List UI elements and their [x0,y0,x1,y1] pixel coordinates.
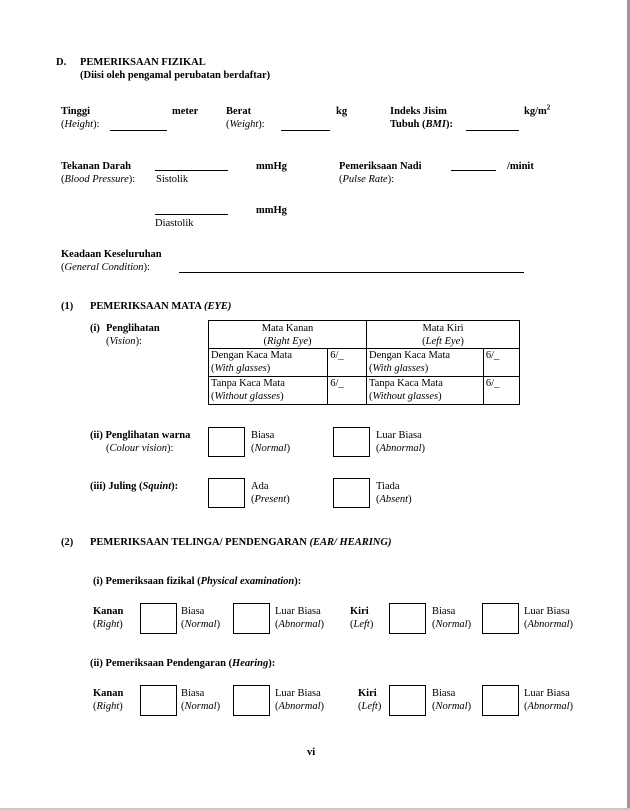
vision-row-with-glasses [209,349,520,377]
pulse-unit: /minit [507,161,534,172]
physical-left-label-en: (Left) [350,619,374,630]
hearing-right-normal-label: Biasa [181,688,205,699]
physical-left-normal-checkbox[interactable] [389,603,426,634]
systolic-label: Sistolik [156,174,189,185]
colour-vision-normal-label: Biasa [251,430,275,441]
general-condition-label: Keadaan Keseluruhan [61,249,162,260]
right-eye-without-glasses-value[interactable]: 6/_ [328,377,367,405]
colour-vision-label-en: (Colour vision): [106,443,174,454]
vision-number: (i) [90,323,100,334]
physical-left-abnormal-label-en: (Abnormal) [524,619,573,630]
with-glasses-label-right: Dengan Kaca Mata (With glasses) [209,349,328,377]
hearing-right-label-en: (Right) [93,701,123,712]
weight-unit: kg [336,106,348,117]
systolic-unit: mmHg [256,161,287,172]
height-label-en: (Height): [61,119,100,130]
colour-vision-abnormal-checkbox[interactable] [333,427,370,457]
systolic-input[interactable] [155,170,228,171]
hearing-left-normal-label-en: (Normal) [432,701,472,712]
diastolic-unit: mmHg [256,205,287,216]
squint-absent-checkbox[interactable] [333,478,370,508]
physical-left-abnormal-label: Luar Biasa [524,606,570,617]
hearing-left-normal-checkbox[interactable] [389,685,426,716]
hearing-right-abnormal-label-en: (Abnormal) [275,701,324,712]
physical-right-abnormal-checkbox[interactable] [233,603,270,634]
hearing-left-normal-label: Biasa [432,688,456,699]
general-condition-label-en: (General Condition): [61,262,150,273]
height-label: Tinggi [61,106,90,117]
colour-vision-abnormal-label-en: (Abnormal) [376,443,425,454]
colour-vision-label: (ii) Penglihatan warna [90,430,191,441]
squint-label: (iii) Juling (Squint): [90,481,179,492]
left-eye-header: Mata Kiri (Left Eye) [367,321,520,349]
general-condition-input[interactable] [179,272,524,273]
right-eye-with-glasses-value[interactable]: 6/_ [328,349,367,377]
hearing-left-abnormal-label-en: (Abnormal) [524,701,573,712]
hearing-right-abnormal-checkbox[interactable] [233,685,270,716]
hearing-left-abnormal-label: Luar Biasa [524,688,570,699]
diastolic-label: Diastolik [155,218,194,229]
page-number: vi [307,747,316,758]
pulse-input[interactable] [451,170,496,171]
bmi-label: Indeks Jisim [390,106,447,117]
left-eye-without-glasses-value[interactable]: 6/_ [483,377,519,405]
eye-title: PEMERIKSAAN MATA (EYE) [90,301,232,312]
hearing-exam-label: (ii) Pemeriksaan Pendengaran (Hearing): [90,658,276,669]
physical-right-label-en: (Right) [93,619,123,630]
bmi-input[interactable] [466,130,519,131]
physical-right-normal-label-en: (Normal) [181,619,221,630]
bp-label-en: (Blood Pressure): [61,174,136,185]
right-eye-header: Mata Kanan (Right Eye) [209,321,367,349]
hearing-right-label: Kanan [93,688,124,699]
ear-title: PEMERIKSAAN TELINGA/ PENDENGARAN (EAR/ HEARING) [90,537,392,548]
section-subtitle: (Diisi oleh pengamal perubatan berdaftar) [80,70,271,81]
squint-absent-label-en: (Absent) [376,494,412,505]
left-eye-with-glasses-value[interactable]: 6/_ [483,349,519,377]
bmi-label-line2: Tubuh (BMI): [390,119,453,130]
squint-present-label: Ada [251,481,269,492]
physical-left-abnormal-checkbox[interactable] [482,603,519,634]
bmi-unit: $kg/m^2$ [524,103,551,117]
squint-present-checkbox[interactable] [208,478,245,508]
vision-label-en: (Vision): [106,336,142,347]
hearing-left-label: Kiri [358,688,377,699]
bp-label: Tekanan Darah [61,161,131,172]
hearing-right-abnormal-label: Luar Biasa [275,688,321,699]
colour-vision-abnormal-label: Luar Biasa [376,430,422,441]
vision-row-without-glasses [209,377,520,405]
eye-number: (1) [61,301,74,312]
without-glasses-label-left: Tanpa Kaca Mata (Without glasses) [367,377,484,405]
section-letter: D. [56,57,67,68]
colour-vision-normal-label-en: (Normal) [251,443,291,454]
height-unit: meter [172,106,199,117]
physical-exam-label: (i) Pemeriksaan fizikal (Physical examination): [93,576,302,587]
weight-label-en: (Weight): [226,119,265,130]
physical-right-normal-label: Biasa [181,606,205,617]
squint-present-label-en: (Present) [251,494,290,505]
vision-table [208,320,520,405]
physical-right-abnormal-label: Luar Biasa [275,606,321,617]
vision-label: Penglihatan [106,323,160,334]
colour-vision-normal-checkbox[interactable] [208,427,245,457]
hearing-right-normal-label-en: (Normal) [181,701,221,712]
hearing-right-normal-checkbox[interactable] [140,685,177,716]
height-input[interactable] [110,130,167,131]
physical-right-label: Kanan [93,606,124,617]
physical-right-abnormal-label-en: (Abnormal) [275,619,324,630]
with-glasses-label-left: Dengan Kaca Mata (With glasses) [367,349,484,377]
pulse-label: Pemeriksaan Nadi [339,161,422,172]
without-glasses-label-right: Tanpa Kaca Mata (Without glasses) [209,377,328,405]
squint-absent-label: Tiada [376,481,400,492]
weight-input[interactable] [281,130,330,131]
section-title: PEMERIKSAAN FIZIKAL [80,57,206,68]
physical-left-normal-label-en: (Normal) [432,619,472,630]
physical-left-label: Kiri [350,606,369,617]
hearing-left-abnormal-checkbox[interactable] [482,685,519,716]
physical-left-normal-label: Biasa [432,606,456,617]
hearing-left-label-en: (Left) [358,701,382,712]
weight-label: Berat [226,106,252,117]
diastolic-input[interactable] [155,214,228,215]
physical-right-normal-checkbox[interactable] [140,603,177,634]
ear-number: (2) [61,537,74,548]
pulse-label-en: (Pulse Rate): [339,174,395,185]
